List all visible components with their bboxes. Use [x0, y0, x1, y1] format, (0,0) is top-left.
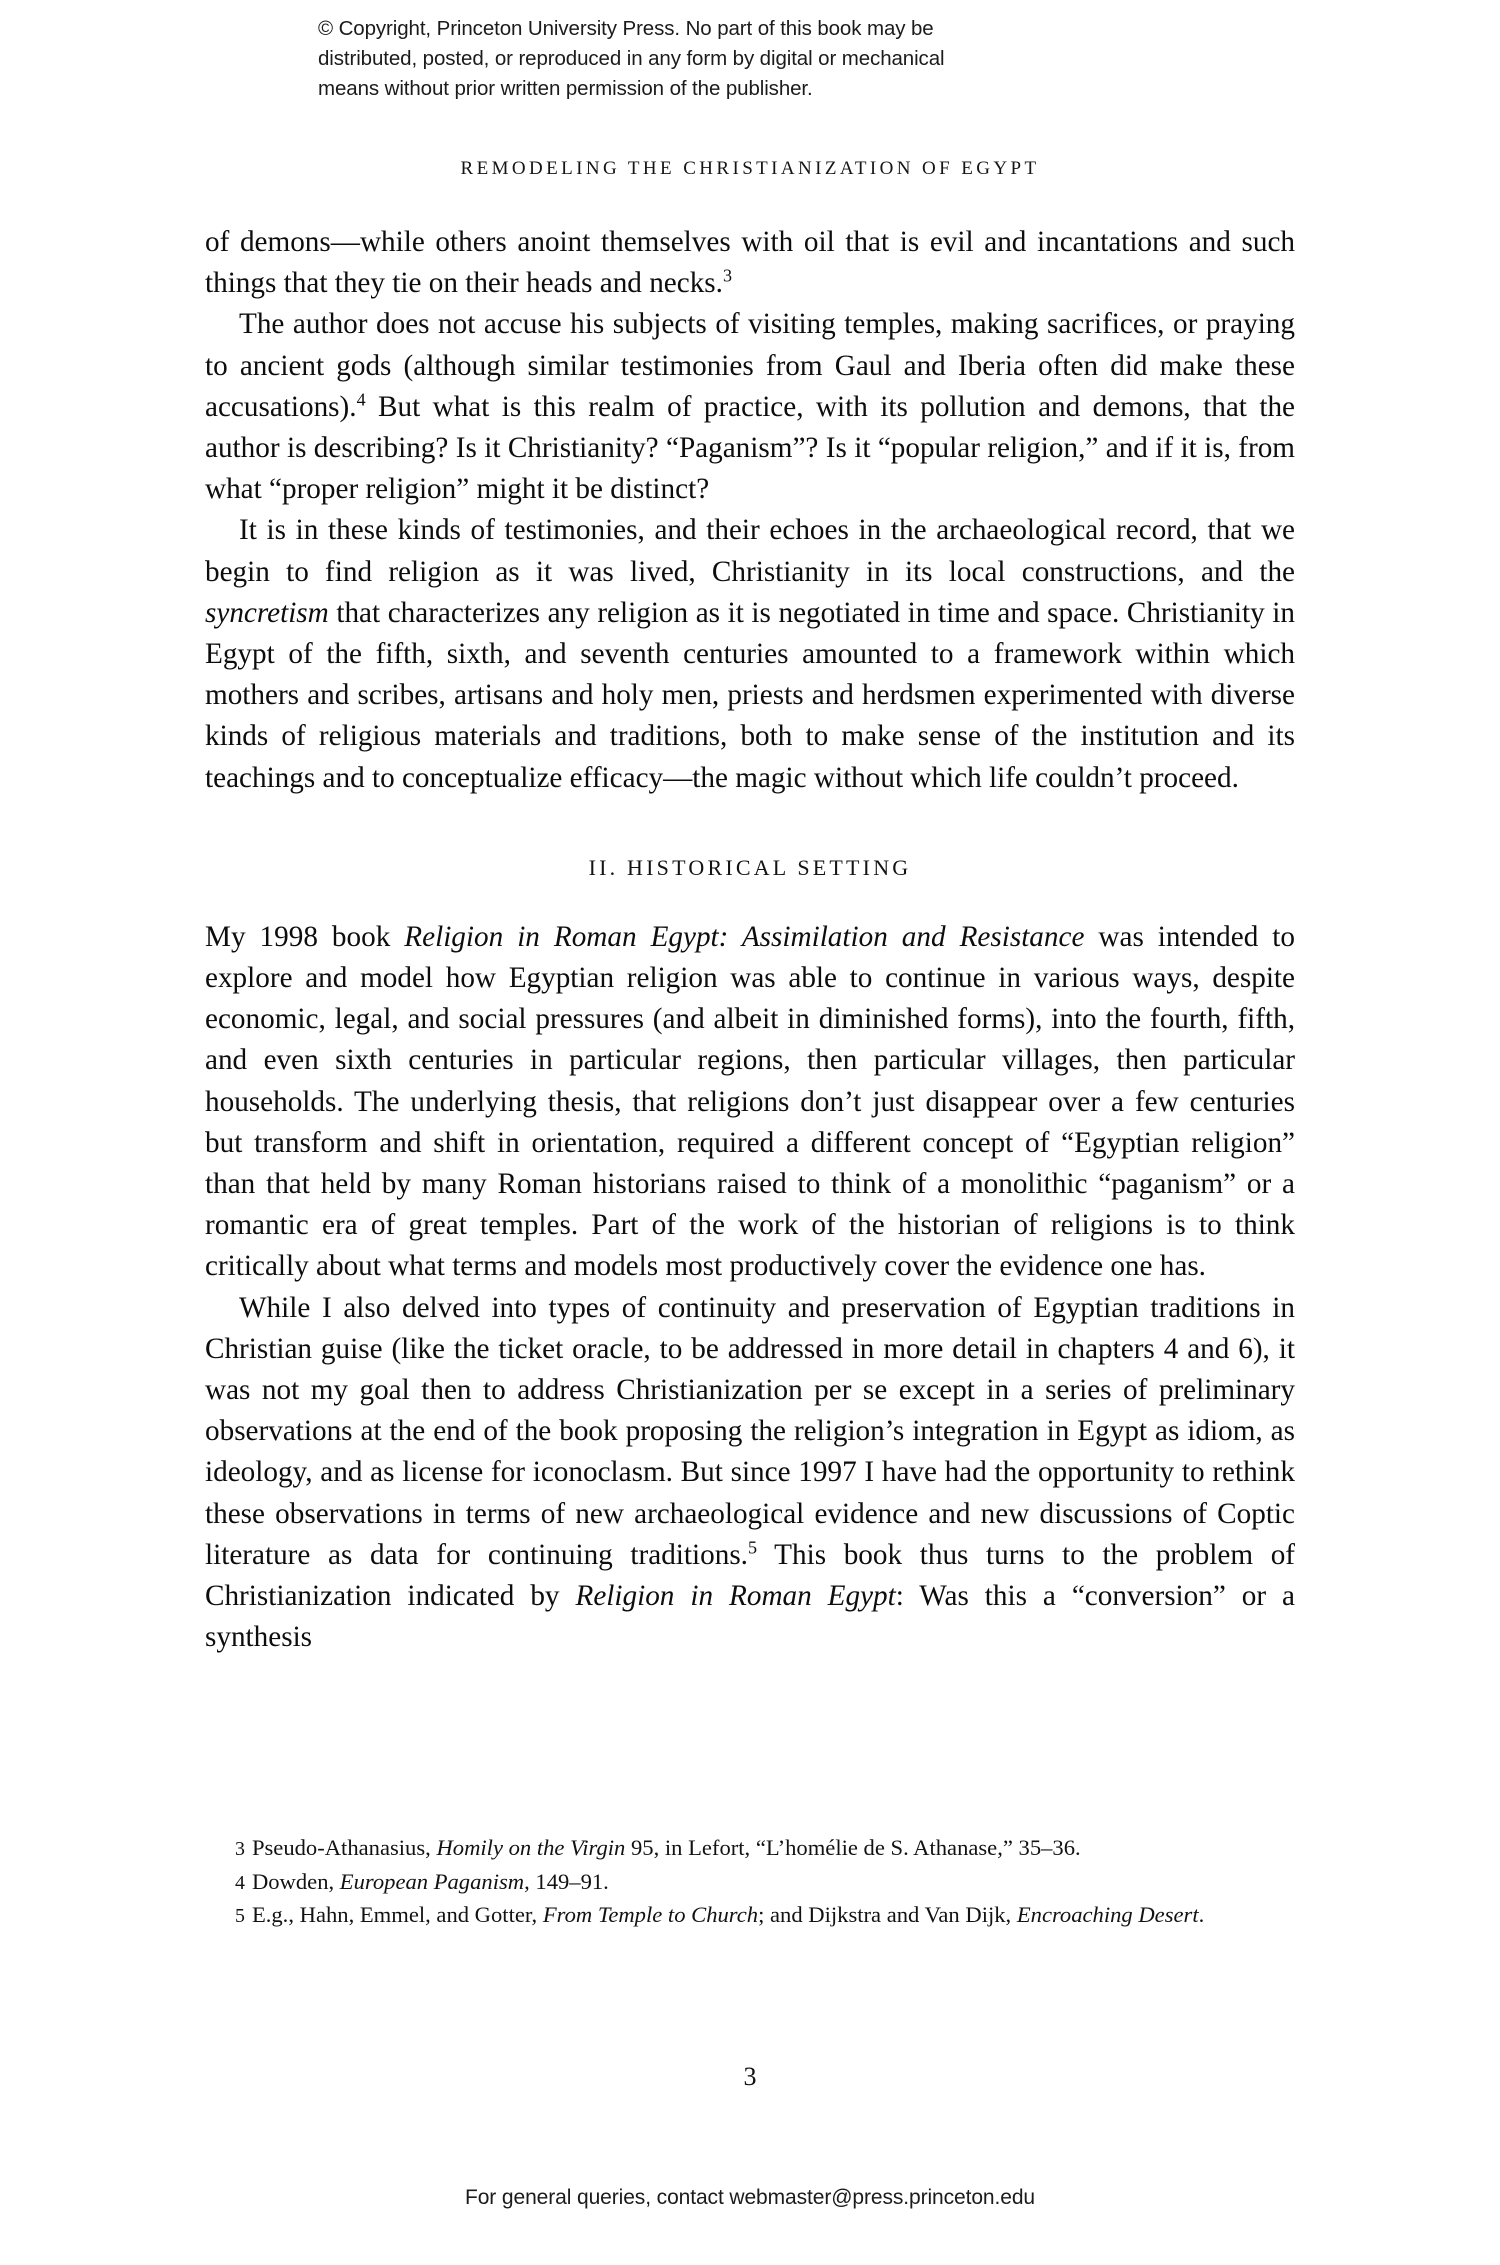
- page-number: 3: [743, 2062, 757, 2091]
- paragraph-4: [205, 917, 1295, 1288]
- footnote-3-text-b: 95, in Lefort, “L’homélie de S. Athanase,” 35–36.: [625, 1835, 1081, 1860]
- footnote-5-italic-title-1: From Temple to Church: [542, 1902, 759, 1927]
- paragraph-2: [205, 304, 1295, 510]
- paragraph-3-italic-term: syncretism: [205, 596, 329, 629]
- footnote-ref-3[interactable]: 3: [722, 265, 732, 286]
- general-queries-notice: For general queries, contact webmaster@press.princeton.edu: [465, 2186, 1035, 2209]
- paragraph-3: [205, 510, 1295, 798]
- footnote-3-number: 3: [235, 1838, 245, 1860]
- paragraph-5: [205, 1288, 1295, 1659]
- spacer-after-heading: [205, 881, 1295, 917]
- paragraph-5-text-a: While I also delved into types of continuity and preservation of Egyptian traditions in Christian guise (like the ticket oracle, to be addressed in more detail in chapters 4 and 6), it was not my goal then to address Christianization per se except in a series of preliminary observations at the end of the book proposing the religion’s integration in Egypt as idiom, as ideology, and as license for iconoclasm. But since 1997 I have had the opportunity to rethink these observations in terms of new archaeological evidence and new discussions of Coptic literature as data for continuing traditions.: [205, 1291, 1295, 1571]
- paragraph-2-text-b: But what is this realm of practice, with its pollution and demons, that the author is describing? Is it Christianity? “Paganism”? Is it “popular religion,” and if it is, from what “proper religion” might it be distinct?: [205, 390, 1295, 506]
- copyright-notice-line-3: means without prior written permission of the publisher.: [318, 77, 813, 100]
- copyright-notice: [318, 14, 1198, 104]
- footnote-4: [205, 1866, 1295, 1900]
- footnote-4-text-b: , 149–91.: [524, 1868, 609, 1894]
- footnote-5: [205, 1899, 1295, 1933]
- footnotes-block: [205, 1832, 1295, 1933]
- paragraph-5-text-b: This book thus turns to the problem of Christianization indicated by: [205, 1538, 1296, 1613]
- paragraph-1-text: of demons—while others anoint themselves with oil that is evil and incantations and such things that they tie on their heads and necks.: [205, 226, 1295, 300]
- footnote-5-text-a: E.g., Hahn, Emmel, and Gotter,: [251, 1902, 543, 1927]
- footnote-3-text-a: Pseudo-Athanasius,: [251, 1835, 437, 1860]
- footnote-5-italic-title-2: Encroaching Desert: [1016, 1902, 1199, 1927]
- paragraph-continued: [205, 222, 1295, 304]
- footnote-5-number: 5: [235, 1905, 245, 1927]
- footnote-3-italic-title: Homily on the Virgin: [436, 1835, 626, 1860]
- spacer-before-heading: [205, 799, 1295, 855]
- running-head: REMODELING THE CHRISTIANIZATION OF EGYPT: [460, 158, 1040, 179]
- copyright-notice-line-2: distributed, posted, or reproduced in any form by digital or mechanical: [318, 47, 945, 70]
- copyright-notice-line-1: © Copyright, Princeton University Press. No part of this book may be: [318, 17, 934, 40]
- footnote-4-text-a: Dowden,: [251, 1868, 340, 1894]
- footnote-4-italic-title: European Paganism: [339, 1868, 525, 1894]
- paragraph-4-text-b: was intended to explore and model how Egyptian religion was able to continue in various ways, despite economic, legal, and social pressures (and albeit in diminished forms), into the fourth, fifth, and even sixth centuries in particular regions, then particular villages, then particular households. The underlying thesis, that religions don’t just disappear over a few centuries but transform and shift in orientation, required a different concept of “Egyptian religion” than that held by many Roman historians raised to think of a monolithic “paganism” or a romantic era of great temples. Part of the work of the historian of religions is to think critically about what terms and models most productively cover the evidence one has.: [205, 920, 1296, 1283]
- paragraph-5-text-c: : Was this a “conversion” or a synthesis: [205, 1580, 1295, 1654]
- footnote-5-text-b: ; and Dijkstra and Van Dijk,: [758, 1902, 1017, 1927]
- footnote-3: [205, 1832, 1295, 1866]
- footnote-4-number: 4: [235, 1871, 245, 1894]
- main-text-block: [205, 222, 1295, 1659]
- footnote-ref-4[interactable]: 4: [356, 389, 366, 410]
- paragraph-4-text-a: My 1998 book: [205, 920, 405, 953]
- paragraph-2-text-a: The author does not accuse his subjects of visiting temples, making sacrifices, or praying to ancient gods (although similar testimonies from Gaul and Iberia often did make these accusations).: [205, 308, 1295, 423]
- footnote-ref-5[interactable]: 5: [747, 1537, 758, 1558]
- footnote-5-text-c: .: [1198, 1902, 1205, 1927]
- paragraph-3-text-b: that characterizes any religion as it is negotiated in time and space. Christianity in Egypt of the fifth, sixth, and seventh centuries amounted to a framework within which mothers and scribes, artisans and holy men, priests and herdsmen experimented with diverse kinds of religious materials and traditions, both to make sense of the institution and its teachings and to conceptualize efficacy—the magic without which life couldn’t proceed.: [205, 596, 1295, 794]
- paragraph-3-text-a: It is in these kinds of testimonies, and their echoes in the archaeological record, that we begin to find religion as it was lived, Christianity in its local constructions, and the: [205, 514, 1295, 588]
- paragraph-4-book-title: Religion in Roman Egypt: Assimilation and Resistance: [404, 920, 1085, 953]
- section-heading: II. HISTORICAL SETTING: [588, 854, 912, 880]
- paragraph-5-book-title: Religion in Roman Egypt: [575, 1580, 896, 1613]
